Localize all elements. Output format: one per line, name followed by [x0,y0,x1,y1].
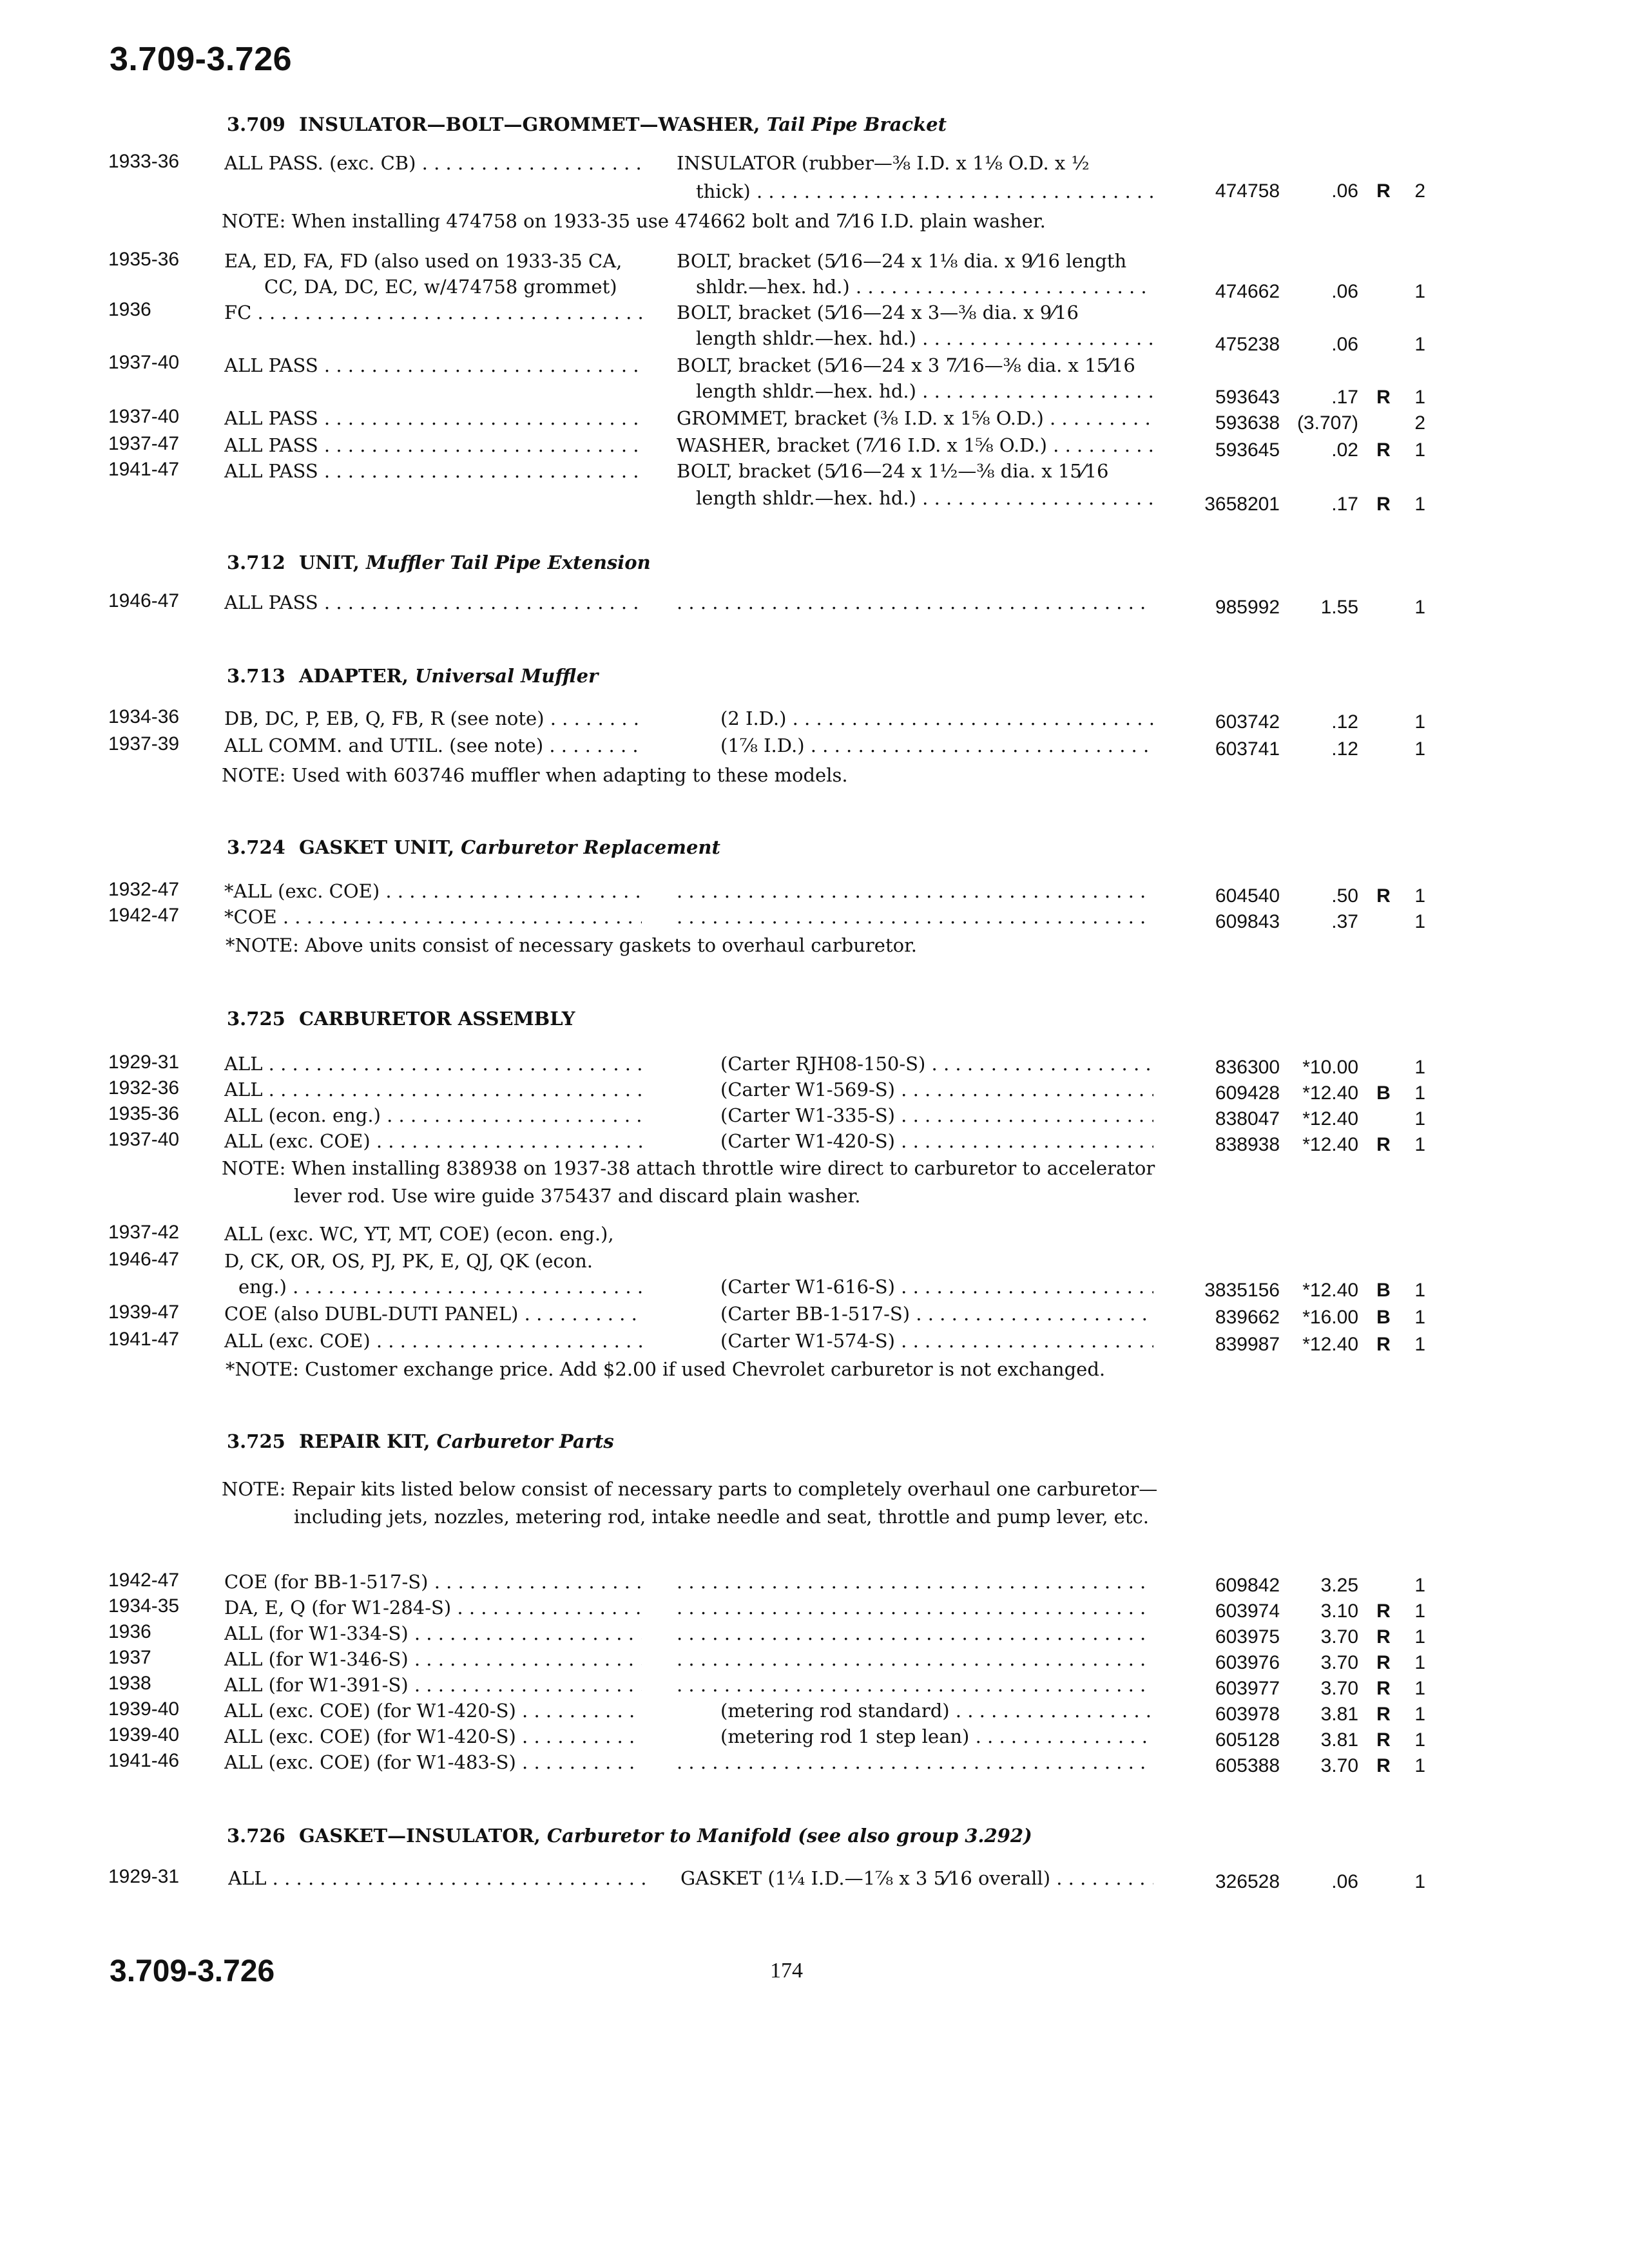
section-subtitle: Carburetor to Manifold (see also group 3.292) [546,1825,1032,1847]
quantity: 1 [1414,711,1425,733]
row-year: 1939-40 [108,1698,180,1720]
price: .12 [1331,738,1358,760]
quantity: 1 [1414,885,1425,907]
price: 3.70 [1320,1678,1358,1699]
price: .06 [1331,1871,1358,1892]
row-year: 1937-42 [108,1222,180,1243]
section-title: CARBURETOR ASSEMBLY [299,1008,575,1030]
price: 3.81 [1320,1704,1358,1725]
row-year: 1932-47 [108,879,180,900]
row-year: 1937-40 [108,406,180,427]
row-description [677,906,1153,928]
row-description: (Carter W1-574-S) . . . [720,1330,1153,1352]
row-year: 1936 [108,1621,151,1642]
status-code: B [1376,1082,1391,1104]
row-model: ALL (exc. COE) (for W1-420-S) . . . [224,1725,642,1747]
part-number: 603975 [1215,1626,1280,1648]
part-number: 609428 [1215,1082,1280,1104]
row-year: 1946-47 [108,590,180,611]
part-number: 839662 [1215,1307,1280,1328]
section-note: *NOTE: Above units consist of necessary gaskets to overhaul carburetor. [226,934,917,956]
price: .06 [1331,180,1358,202]
row-year: 1932-36 [108,1077,180,1099]
price: 3.25 [1320,1575,1358,1596]
row-year: 1934-35 [108,1595,180,1617]
row-model: COE (for BB-1-517-S) . . . [224,1571,642,1593]
status-code: R [1376,1704,1391,1725]
row-year: 1937-40 [108,1129,180,1150]
price: .50 [1331,885,1358,907]
part-number: 603978 [1215,1704,1280,1725]
row-description-cont: length shldr.—hex. hd.) . . . [696,487,1153,509]
quantity: 1 [1414,494,1425,515]
price: *12.40 [1302,1334,1358,1355]
row-model: ALL (exc. WC, YT, MT, COE) (econ. eng.), [224,1223,614,1245]
part-number: 603974 [1215,1600,1280,1622]
section-subtitle: Carburetor Replacement [461,836,720,858]
quantity: 2 [1414,180,1425,202]
part-number: 475238 [1215,334,1280,355]
status-code: B [1376,1307,1391,1328]
section-number: 3.724 [227,836,285,858]
section-number: 3.712 [227,552,285,573]
row-year: 1941-47 [108,459,180,480]
quantity: 2 [1414,412,1425,434]
status-code: R [1376,439,1391,461]
row-description: (2 I.D.) . . . [720,707,1153,729]
row-description: (Carter W1-420-S) . . . [720,1130,1153,1152]
price: 3.70 [1320,1755,1358,1776]
row-description: (metering rod 1 step lean) . . . [720,1725,1153,1747]
row-description [677,1622,1153,1644]
part-number: 603741 [1215,738,1280,760]
quantity: 1 [1414,1082,1425,1104]
row-model: FC . . . [224,302,642,323]
section-number: 3.725 [227,1430,285,1452]
row-model-cont: CC, DA, DC, EC, w/474758 grommet) [264,276,617,298]
row-model: EA, ED, FA, FD (also used on 1933-35 CA, [224,250,622,272]
section-note: NOTE: When installing 474758 on 1933-35 use 474662 bolt and 7⁄16 I.D. plain washer. [222,210,1046,232]
row-model: ALL PASS . . . [224,591,642,613]
page-number: 174 [770,1959,803,1983]
quantity: 1 [1414,1871,1425,1892]
quantity: 1 [1414,1704,1425,1725]
quantity: 1 [1414,1678,1425,1699]
part-number: 839987 [1215,1334,1280,1355]
price: .02 [1331,439,1358,461]
row-model: ALL (for W1-334-S) . . . [224,1622,642,1644]
quantity: 1 [1414,1134,1425,1155]
part-number: 474758 [1215,180,1280,202]
row-description [677,1597,1153,1619]
row-model: ALL (for W1-391-S) . . . [224,1674,642,1696]
part-number: 838938 [1215,1134,1280,1155]
price: *12.40 [1302,1280,1358,1301]
row-description: (Carter W1-569-S) . . . [720,1079,1153,1100]
row-year: 1941-47 [108,1329,180,1350]
status-code: R [1376,1626,1391,1648]
part-number: 593643 [1215,387,1280,408]
page-header-code: 3.709-3.726 [110,41,293,78]
row-year: 1937 [108,1647,151,1668]
row-model: *ALL (exc. COE) . . . [224,880,642,902]
price: *12.40 [1302,1108,1358,1129]
row-description [677,1674,1153,1696]
row-year-second: 1946-47 [108,1249,180,1270]
price: .06 [1331,281,1358,302]
row-description: GROMMET, bracket (⅜ I.D. x 1⅝ O.D.) . . . [677,407,1153,429]
part-number: 985992 [1215,597,1280,618]
row-description-cont: thick) . . . [696,180,1153,202]
quantity: 1 [1414,738,1425,760]
row-year: 1929-31 [108,1866,180,1887]
row-year: 1936 [108,299,151,320]
row-description: (metering rod standard) . . . [720,1700,1153,1722]
row-description: INSULATOR (rubber—⅜ I.D. x 1⅛ O.D. x ½ [677,152,1090,174]
status-code: R [1376,1678,1391,1699]
section-heading [227,552,651,573]
row-model: ALL PASS . . . [224,460,642,482]
section-title: ADAPTER, [299,665,409,687]
row-year: 1942-47 [108,905,180,926]
row-model: ALL (exc. COE) . . . [224,1130,642,1152]
row-description: (Carter RJH08-150-S) . . . [720,1053,1153,1075]
section-heading [227,665,598,687]
part-number: 474662 [1215,281,1280,302]
part-number: 593645 [1215,439,1280,461]
quantity: 1 [1414,334,1425,355]
section-title: GASKET—INSULATOR, [299,1825,541,1847]
section-number: 3.726 [227,1825,285,1847]
row-model: ALL PASS. (exc. CB) . . . [224,152,642,174]
status-code: R [1376,1600,1391,1622]
part-number: 326528 [1215,1871,1280,1892]
part-number: 605388 [1215,1755,1280,1776]
section-note-top: NOTE: Repair kits listed below consist of necessary parts to completely overhaul one carburetor—including jets, nozzles, metering rod, intake needle and seat, throttle and pump lever, etc. [222,1478,1158,1528]
row-year: 1942-47 [108,1570,180,1591]
price: 3.70 [1320,1626,1358,1648]
row-description: (1⅞ I.D.) . . . [720,735,1153,756]
price: .17 [1331,494,1358,515]
quantity: 1 [1414,1755,1425,1776]
status-code: B [1376,1280,1391,1301]
status-code: R [1376,1755,1391,1776]
row-description [677,591,1153,613]
part-number: 603977 [1215,1678,1280,1699]
status-code: R [1376,180,1391,202]
row-model: ALL (exc. COE) (for W1-420-S) . . . [224,1700,642,1722]
quantity: 1 [1414,387,1425,408]
row-model: COE (also DUBL-DUTI PANEL) . . . [224,1303,642,1325]
part-number: 836300 [1215,1057,1280,1078]
status-code: R [1376,885,1391,907]
part-number: 3835156 [1204,1280,1280,1301]
part-number: 609842 [1215,1575,1280,1596]
section-note: NOTE: Used with 603746 muffler when adapting to these models. [222,764,848,786]
status-code: R [1376,387,1391,408]
row-model: ALL (exc. COE) (for W1-483-S) . . . [224,1751,642,1773]
quantity: 1 [1414,1334,1425,1355]
status-code: R [1376,494,1391,515]
section-subtitle: Tail Pipe Bracket [766,113,947,135]
price: .17 [1331,387,1358,408]
part-number: 603976 [1215,1652,1280,1673]
row-model: ALL PASS . . . [224,407,642,429]
quantity: 1 [1414,1626,1425,1648]
price: 1.55 [1320,597,1358,618]
row-model: ALL (for W1-346-S) . . . [224,1648,642,1670]
row-description [677,1571,1153,1593]
price: 3.10 [1320,1600,1358,1622]
price: (3.707) [1296,412,1358,434]
row-model: *COE . . . [224,906,642,928]
section-subtitle: Carburetor Parts [436,1430,614,1452]
row-model: ALL . . . [228,1867,646,1889]
row-year: 1938 [108,1673,151,1694]
row-year: 1939-40 [108,1724,180,1745]
row-description: WASHER, bracket (7⁄16 I.D. x 1⅝ O.D.) . . . [677,434,1153,456]
section-subtitle: Muffler Tail Pipe Extension [365,552,651,573]
part-number: 593638 [1215,412,1280,434]
price: *16.00 [1302,1307,1358,1328]
section-number: 3.725 [227,1008,285,1030]
section-title: INSULATOR—BOLT—GROMMET—WASHER, [299,113,760,135]
row-model: DB, DC, P, EB, Q, FB, R (see note) . . . [224,707,642,729]
row-description: (Carter BB-1-517-S) . . . [720,1303,1153,1325]
row-description: BOLT, bracket (5⁄16—24 x 3—⅜ dia. x 9⁄16 [677,302,1079,323]
part-number: 3658201 [1204,494,1280,515]
quantity: 1 [1414,1057,1425,1078]
quantity: 1 [1414,281,1425,302]
section-heading [227,1008,575,1030]
row-description: GASKET (1¼ I.D.—1⅞ x 3 5⁄16 overall) . . . [680,1867,1153,1889]
row-year: 1937-39 [108,733,180,754]
part-number: 604540 [1215,885,1280,907]
section-subtitle: Universal Muffler [414,665,599,687]
quantity: 1 [1414,1307,1425,1328]
section-title: GASKET UNIT, [299,836,455,858]
price: 3.70 [1320,1652,1358,1673]
quantity: 1 [1414,1280,1425,1301]
quantity: 1 [1414,1575,1425,1596]
price: .37 [1331,911,1358,932]
section-note-mid: NOTE: When installing 838938 on 1937-38 attach throttle wire direct to carburetor to accelerator lever rod. Use wire guide 375437 and discard plain washer. [222,1157,1155,1207]
row-description-cont: length shldr.—hex. hd.) . . . [696,380,1153,402]
section-title: REPAIR KIT, [299,1430,430,1452]
price: 3.81 [1320,1729,1358,1751]
row-description [677,1648,1153,1670]
row-description: (Carter W1-616-S) . . . [720,1276,1153,1298]
section-title: UNIT, [299,552,360,573]
row-year: 1941-46 [108,1750,180,1771]
row-model: ALL (econ. eng.) . . . [224,1104,642,1126]
part-number: 605128 [1215,1729,1280,1751]
row-description [677,1751,1153,1773]
row-model: DA, E, Q (for W1-284-S) . . . [224,1597,642,1619]
row-year: 1937-47 [108,433,180,454]
row-model-cont: eng.) . . . [238,1276,642,1298]
status-code: R [1376,1729,1391,1751]
section-heading [227,1825,1032,1847]
row-model: ALL (exc. COE) . . . [224,1330,642,1352]
price: *10.00 [1302,1057,1358,1078]
row-model: ALL PASS . . . [224,354,642,376]
section-heading [227,113,947,135]
row-model: ALL . . . [224,1053,642,1075]
price: .06 [1331,334,1358,355]
price: *12.40 [1302,1082,1358,1104]
row-model: ALL PASS . . . [224,434,642,456]
quantity: 1 [1414,911,1425,932]
quantity: 1 [1414,1652,1425,1673]
row-description-cont: shldr.—hex. hd.) . . . [696,276,1153,298]
row-year: 1937-40 [108,352,180,373]
row-description: BOLT, bracket (5⁄16—24 x 1½—⅜ dia. x 15⁄16 [677,460,1109,482]
row-description: BOLT, bracket (5⁄16—24 x 3 7⁄16—⅜ dia. x 15⁄16 [677,354,1135,376]
price: *12.40 [1302,1134,1358,1155]
row-year: 1933-36 [108,151,180,172]
row-year: 1929-31 [108,1052,180,1073]
quantity: 1 [1414,1729,1425,1751]
row-description [677,880,1153,902]
status-code: R [1376,1334,1391,1355]
row-year: 1934-36 [108,706,180,727]
row-year: 1935-36 [108,249,180,270]
row-model-cont: D, CK, OR, OS, PJ, PK, E, QJ, QK (econ. [224,1250,593,1272]
status-code: R [1376,1134,1391,1155]
row-year: 1935-36 [108,1103,180,1124]
row-model: ALL COMM. and UTIL. (see note) . . . [224,735,642,756]
row-model: ALL . . . [224,1079,642,1100]
page-footer-code: 3.709-3.726 [110,1954,275,1988]
part-number: 603742 [1215,711,1280,733]
price: .12 [1331,711,1358,733]
section-note: *NOTE: Customer exchange price. Add $2.00 if used Chevrolet carburetor is not exchanged. [226,1358,1106,1380]
section-number: 3.713 [227,665,285,687]
section-heading [227,1430,614,1452]
row-description: (Carter W1-335-S) . . . [720,1104,1153,1126]
row-description: BOLT, bracket (5⁄16—24 x 1⅛ dia. x 9⁄16 length [677,250,1127,272]
row-year: 1939-47 [108,1302,180,1323]
quantity: 1 [1414,597,1425,618]
section-heading [227,836,720,858]
status-code: R [1376,1652,1391,1673]
quantity: 1 [1414,1600,1425,1622]
part-number: 838047 [1215,1108,1280,1129]
section-number: 3.709 [227,113,285,135]
part-number: 609843 [1215,911,1280,932]
quantity: 1 [1414,439,1425,461]
quantity: 1 [1414,1108,1425,1129]
row-description-cont: length shldr.—hex. hd.) . . . [696,327,1153,349]
